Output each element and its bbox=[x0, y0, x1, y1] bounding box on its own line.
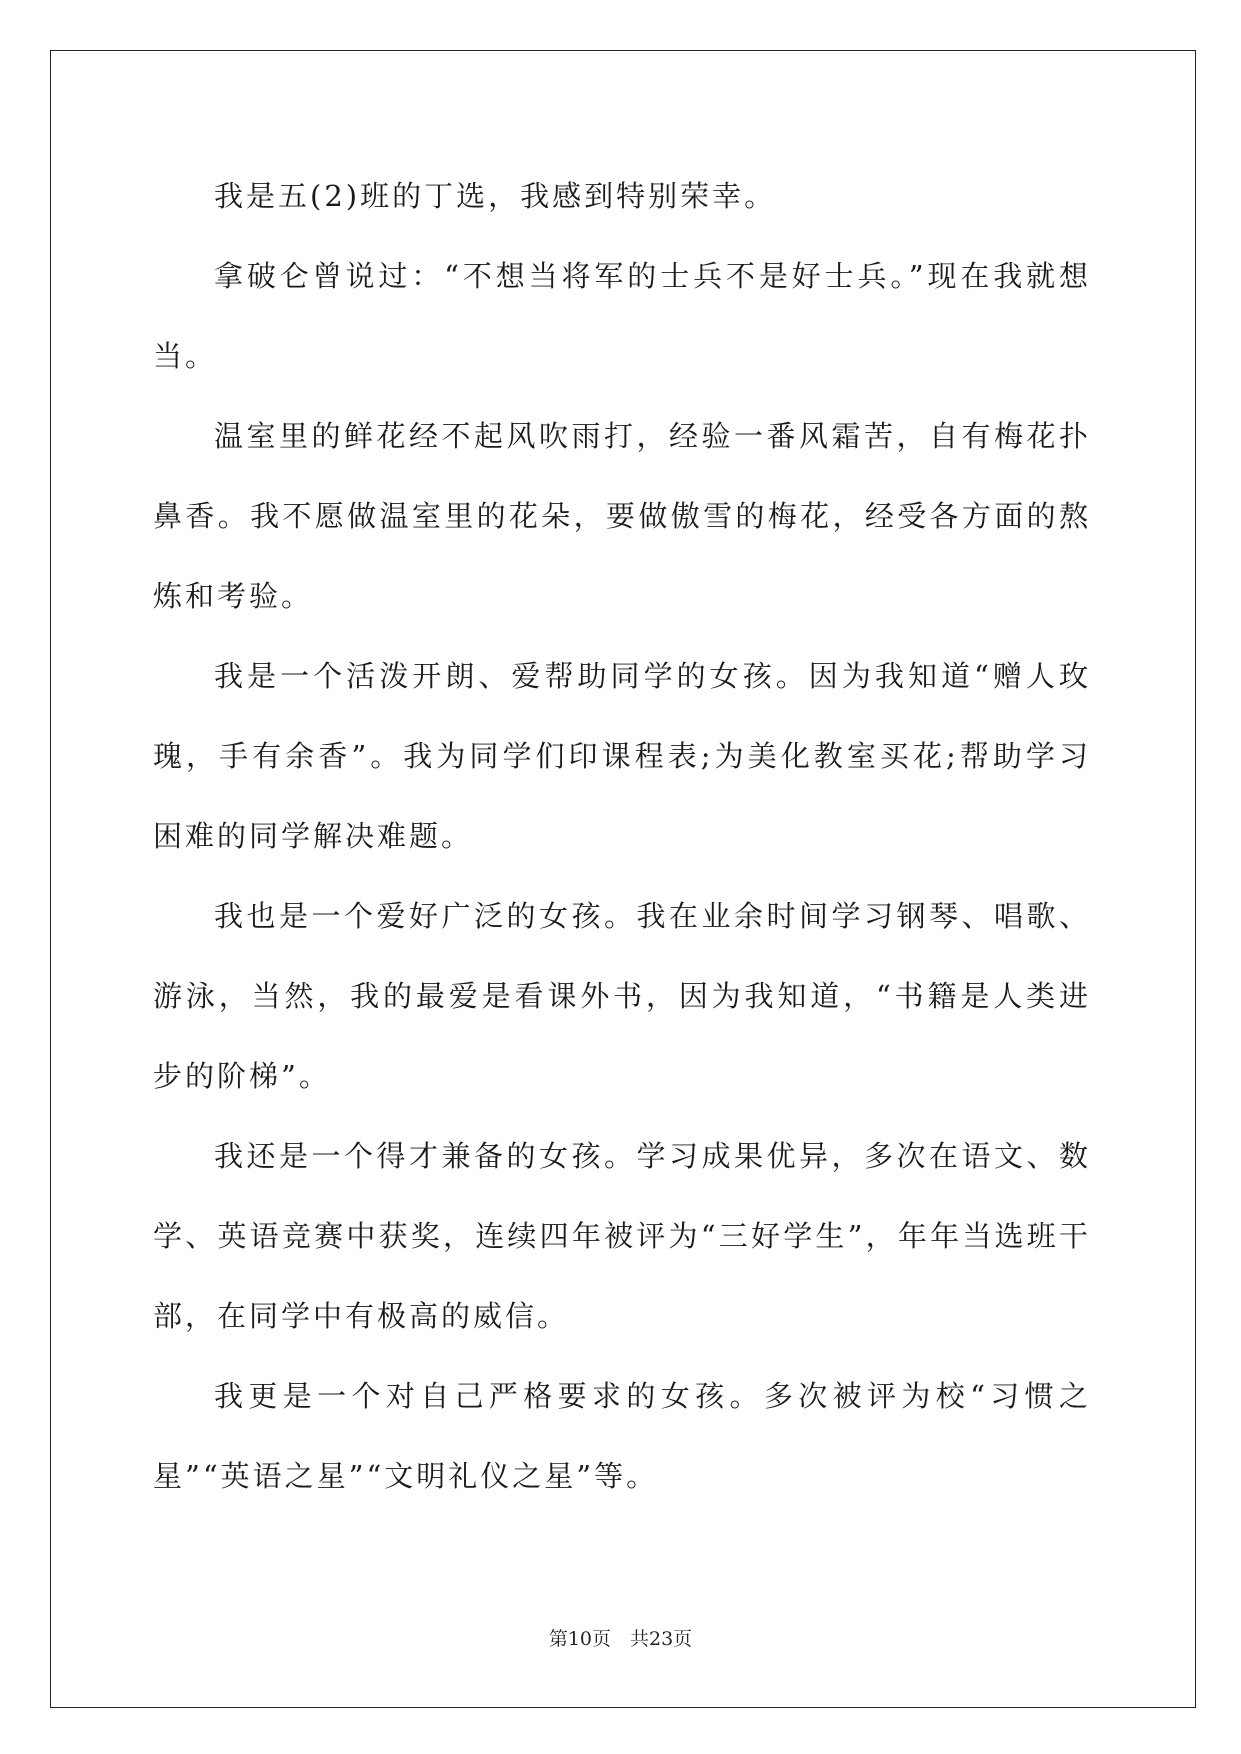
paragraph-4: 我是一个活泼开朗、爱帮助同学的女孩。因为我知道“赠人玫瑰，手有余香”。我为同学们印课程表;为美化教室买花;帮助学习困难的同学解决难题。 bbox=[153, 659, 1091, 853]
paragraph-7: 我更是一个对自己严格要求的女孩。多次被评为校“习惯之星”“英语之星”“文明礼仪之星”等。 bbox=[153, 1379, 1091, 1493]
paragraph-5: 我也是一个爱好广泛的女孩。我在业余时间学习钢琴、唱歌、游泳，当然，我的最爱是看课外书，因为我知道，“书籍是人类进步的阶梯”。 bbox=[153, 899, 1091, 1093]
document-body bbox=[153, 156, 1091, 1516]
paragraph-1: 我是五(2)班的丁选，我感到特别荣幸。 bbox=[214, 179, 777, 213]
paragraph-2: 拿破仑曾说过：“不想当将军的士兵不是好士兵。”现在我就想当。 bbox=[153, 259, 1091, 373]
paragraph-6: 我还是一个得才兼备的女孩。学习成果优异，多次在语文、数学、英语竞赛中获奖，连续四年被评为“三好学生”，年年当选班干部，在同学中有极高的威信。 bbox=[153, 1139, 1091, 1333]
page-footer bbox=[0, 1624, 1241, 1651]
paragraph-3: 温室里的鲜花经不起风吹雨打，经验一番风霜苦，自有梅花扑鼻香。我不愿做温室里的花朵，要做傲雪的梅花，经受各方面的熬炼和考验。 bbox=[153, 419, 1091, 613]
page-number: 第10页 共23页 bbox=[548, 1628, 693, 1650]
